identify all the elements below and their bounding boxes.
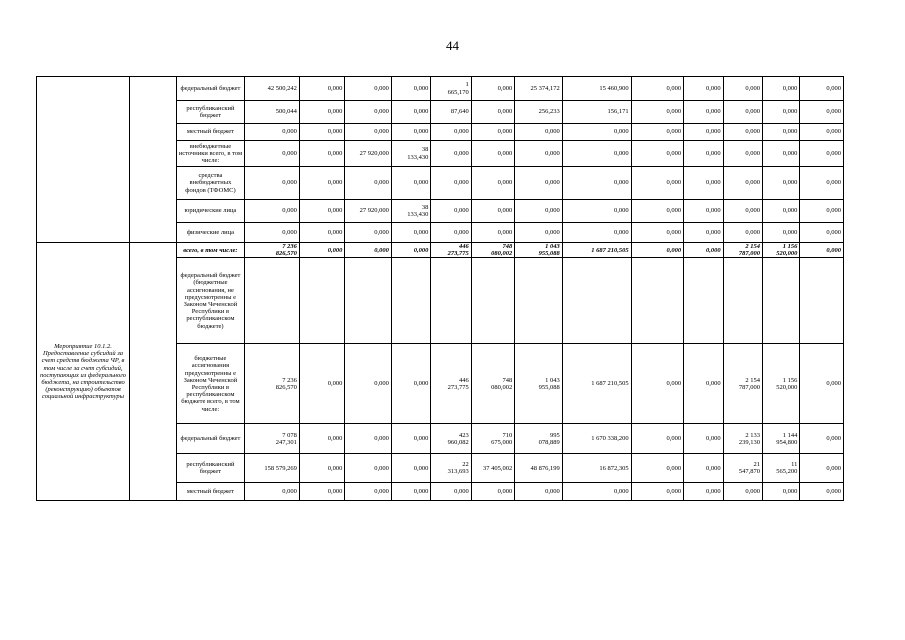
value-cell: 2 154 787,000 bbox=[723, 243, 762, 258]
value-cell: 0,000 bbox=[723, 483, 762, 501]
value-cell: 0,000 bbox=[245, 223, 300, 243]
value-cell: 25 374,172 bbox=[515, 77, 563, 101]
value-cell: 158 579,269 bbox=[245, 454, 300, 483]
value-cell: 87,640 bbox=[431, 101, 471, 124]
value-cell: 1 670 338,200 bbox=[562, 424, 631, 454]
value-cell: 0,000 bbox=[723, 141, 762, 167]
executor-cell bbox=[130, 243, 177, 501]
value-cell: 0,000 bbox=[631, 167, 684, 200]
value-cell: 0,000 bbox=[391, 77, 430, 101]
value-cell: 1 043 955,088 bbox=[515, 344, 563, 424]
section-b bbox=[37, 243, 844, 501]
row-label: федеральный бюджет (бюджетные ассигнования, не предусмотренны е Законом Чеченской Республики в республиканском бюджете) bbox=[176, 258, 245, 344]
value-cell: 0,000 bbox=[471, 167, 514, 200]
value-cell: 0,000 bbox=[299, 223, 345, 243]
value-cell: 0,000 bbox=[631, 223, 684, 243]
value-cell: 0,000 bbox=[800, 483, 844, 501]
value-cell: 0,000 bbox=[562, 124, 631, 141]
value-cell: 0,000 bbox=[723, 77, 762, 101]
value-cell: 0,000 bbox=[684, 141, 723, 167]
value-cell: 0,000 bbox=[800, 101, 844, 124]
value-cell: 0,000 bbox=[345, 454, 392, 483]
value-cell: 37 405,002 bbox=[471, 454, 514, 483]
value-cell: 0,000 bbox=[684, 101, 723, 124]
value-cell: 38 133,430 bbox=[391, 200, 430, 223]
value-cell: 0,000 bbox=[299, 77, 345, 101]
value-cell: 0,000 bbox=[345, 167, 392, 200]
row-label: республиканский бюджет bbox=[176, 454, 245, 483]
value-cell: 0,000 bbox=[800, 124, 844, 141]
value-cell: 0,000 bbox=[471, 124, 514, 141]
value-cell: 0,000 bbox=[723, 124, 762, 141]
value-cell: 0,000 bbox=[515, 223, 563, 243]
value-cell: 0,000 bbox=[391, 243, 430, 258]
value-cell bbox=[562, 258, 631, 344]
value-cell: 0,000 bbox=[800, 141, 844, 167]
value-cell: 0,000 bbox=[763, 124, 800, 141]
value-cell: 22 313,693 bbox=[431, 454, 471, 483]
value-cell: 0,000 bbox=[684, 454, 723, 483]
value-cell: 0,000 bbox=[562, 483, 631, 501]
value-cell: 0,000 bbox=[345, 124, 392, 141]
value-cell: 0,000 bbox=[562, 167, 631, 200]
value-cell: 0,000 bbox=[800, 223, 844, 243]
value-cell: 0,000 bbox=[345, 344, 392, 424]
value-cell bbox=[631, 258, 684, 344]
value-cell: 748 080,002 bbox=[471, 344, 514, 424]
value-cell: 0,000 bbox=[345, 77, 392, 101]
value-cell: 0,000 bbox=[800, 77, 844, 101]
value-cell: 2 133 239,130 bbox=[723, 424, 762, 454]
value-cell: 0,000 bbox=[763, 141, 800, 167]
value-cell: 0,000 bbox=[299, 141, 345, 167]
value-cell: 0,000 bbox=[299, 200, 345, 223]
table-row-total bbox=[37, 243, 844, 258]
value-cell: 0,000 bbox=[631, 483, 684, 501]
executor-cell bbox=[130, 77, 177, 243]
value-cell: 0,000 bbox=[299, 101, 345, 124]
value-cell: 0,000 bbox=[299, 124, 345, 141]
value-cell bbox=[723, 258, 762, 344]
value-cell: 0,000 bbox=[245, 167, 300, 200]
value-cell: 0,000 bbox=[631, 124, 684, 141]
value-cell: 256,233 bbox=[515, 101, 563, 124]
row-label: федеральный бюджет bbox=[176, 77, 245, 101]
value-cell: 0,000 bbox=[299, 424, 345, 454]
value-cell: 446 273,775 bbox=[431, 344, 471, 424]
value-cell: 0,000 bbox=[391, 101, 430, 124]
table-row bbox=[37, 77, 844, 101]
value-cell: 1 144 954,800 bbox=[763, 424, 800, 454]
value-cell: 500,044 bbox=[245, 101, 300, 124]
value-cell: 0,000 bbox=[471, 141, 514, 167]
value-cell: 710 675,000 bbox=[471, 424, 514, 454]
value-cell: 0,000 bbox=[391, 454, 430, 483]
value-cell: 0,000 bbox=[631, 141, 684, 167]
value-cell: 1 687 210,505 bbox=[562, 243, 631, 258]
value-cell: 156,171 bbox=[562, 101, 631, 124]
value-cell: 48 876,199 bbox=[515, 454, 563, 483]
measure-description: Мероприятие 10.1.2. Предоставление субсидий за счет средств бюджета ЧР, в том числе за счет субсидий, поступающих из федерального бюджета, на строительство (реконструкцию) объектов социальной инфраструктуры bbox=[37, 243, 130, 501]
value-cell: 0,000 bbox=[800, 243, 844, 258]
value-cell: 0,000 bbox=[345, 424, 392, 454]
value-cell: 0,000 bbox=[723, 200, 762, 223]
value-cell: 38 133,430 bbox=[391, 141, 430, 167]
value-cell: 0,000 bbox=[684, 223, 723, 243]
value-cell: 0,000 bbox=[471, 77, 514, 101]
value-cell: 0,000 bbox=[684, 243, 723, 258]
row-label: внебюджетные источники всего, в том числе: bbox=[176, 141, 245, 167]
row-label: средства внебюджетных фондов (ТФОМС) bbox=[176, 167, 245, 200]
value-cell: 0,000 bbox=[631, 101, 684, 124]
value-cell: 0,000 bbox=[763, 101, 800, 124]
value-cell: 0,000 bbox=[245, 200, 300, 223]
value-cell: 0,000 bbox=[763, 223, 800, 243]
value-cell: 0,000 bbox=[391, 424, 430, 454]
value-cell: 0,000 bbox=[431, 223, 471, 243]
value-cell: 42 500,242 bbox=[245, 77, 300, 101]
value-cell: 0,000 bbox=[471, 223, 514, 243]
value-cell: 0,000 bbox=[471, 483, 514, 501]
value-cell: 0,000 bbox=[631, 344, 684, 424]
value-cell: 0,000 bbox=[515, 124, 563, 141]
value-cell: 0,000 bbox=[299, 483, 345, 501]
row-label: местный бюджет bbox=[176, 124, 245, 141]
value-cell: 0,000 bbox=[800, 200, 844, 223]
value-cell: 0,000 bbox=[631, 77, 684, 101]
value-cell bbox=[471, 258, 514, 344]
value-cell: 0,000 bbox=[345, 243, 392, 258]
value-cell: 0,000 bbox=[763, 200, 800, 223]
value-cell: 0,000 bbox=[562, 223, 631, 243]
value-cell: 0,000 bbox=[684, 483, 723, 501]
value-cell: 0,000 bbox=[515, 141, 563, 167]
value-cell bbox=[245, 258, 300, 344]
value-cell: 0,000 bbox=[631, 424, 684, 454]
value-cell: 0,000 bbox=[800, 344, 844, 424]
value-cell bbox=[800, 258, 844, 344]
value-cell: 0,000 bbox=[684, 344, 723, 424]
value-cell: 0,000 bbox=[299, 344, 345, 424]
value-cell bbox=[431, 258, 471, 344]
value-cell: 0,000 bbox=[245, 141, 300, 167]
row-label: юридические лица bbox=[176, 200, 245, 223]
value-cell bbox=[515, 258, 563, 344]
value-cell: 0,000 bbox=[763, 483, 800, 501]
value-cell: 0,000 bbox=[345, 483, 392, 501]
value-cell: 0,000 bbox=[684, 200, 723, 223]
budget-table bbox=[36, 76, 844, 501]
section-a bbox=[37, 77, 844, 243]
value-cell: 0,000 bbox=[684, 124, 723, 141]
row-label: местный бюджет bbox=[176, 483, 245, 501]
value-cell: 0,000 bbox=[800, 454, 844, 483]
value-cell: 0,000 bbox=[515, 200, 563, 223]
value-cell: 0,000 bbox=[431, 200, 471, 223]
value-cell: 0,000 bbox=[391, 223, 430, 243]
value-cell: 0,000 bbox=[763, 167, 800, 200]
value-cell: 0,000 bbox=[763, 77, 800, 101]
value-cell: 27 920,000 bbox=[345, 200, 392, 223]
value-cell: 0,000 bbox=[245, 483, 300, 501]
value-cell bbox=[391, 258, 430, 344]
value-cell: 0,000 bbox=[684, 77, 723, 101]
value-cell: 0,000 bbox=[345, 101, 392, 124]
value-cell: 0,000 bbox=[684, 167, 723, 200]
value-cell: 7 236 826,570 bbox=[245, 243, 300, 258]
value-cell: 21 547,870 bbox=[723, 454, 762, 483]
value-cell: 1 687 210,505 bbox=[562, 344, 631, 424]
value-cell: 0,000 bbox=[431, 483, 471, 501]
value-cell: 0,000 bbox=[299, 243, 345, 258]
value-cell: 0,000 bbox=[471, 101, 514, 124]
value-cell bbox=[299, 258, 345, 344]
value-cell: 0,000 bbox=[515, 483, 563, 501]
value-cell: 7 078 247,301 bbox=[245, 424, 300, 454]
row-label: республиканский бюджет bbox=[176, 101, 245, 124]
value-cell: 446 273,775 bbox=[431, 243, 471, 258]
value-cell: 15 460,900 bbox=[562, 77, 631, 101]
value-cell: 423 960,082 bbox=[431, 424, 471, 454]
value-cell: 0,000 bbox=[391, 483, 430, 501]
value-cell: 0,000 bbox=[345, 223, 392, 243]
value-cell: 0,000 bbox=[631, 200, 684, 223]
value-cell: 0,000 bbox=[391, 167, 430, 200]
value-cell: 11 565,200 bbox=[763, 454, 800, 483]
value-cell: 0,000 bbox=[631, 454, 684, 483]
value-cell: 0,000 bbox=[515, 167, 563, 200]
value-cell bbox=[345, 258, 392, 344]
value-cell: 27 920,000 bbox=[345, 141, 392, 167]
value-cell: 2 154 787,000 bbox=[723, 344, 762, 424]
value-cell: 748 080,002 bbox=[471, 243, 514, 258]
value-cell: 0,000 bbox=[391, 344, 430, 424]
row-label: федеральный бюджет bbox=[176, 424, 245, 454]
value-cell: 0,000 bbox=[562, 200, 631, 223]
value-cell bbox=[684, 258, 723, 344]
value-cell: 0,000 bbox=[800, 167, 844, 200]
value-cell: 1 156 520,000 bbox=[763, 344, 800, 424]
measure-cell bbox=[37, 77, 130, 243]
row-label: физические лица bbox=[176, 223, 245, 243]
value-cell: 995 078,889 bbox=[515, 424, 563, 454]
value-cell: 0,000 bbox=[631, 243, 684, 258]
row-label: всего, в том числе: bbox=[176, 243, 245, 258]
page-number: 44 bbox=[446, 38, 459, 53]
value-cell: 0,000 bbox=[391, 124, 430, 141]
value-cell: 0,000 bbox=[299, 454, 345, 483]
value-cell: 1 156 520,000 bbox=[763, 243, 800, 258]
value-cell: 0,000 bbox=[299, 167, 345, 200]
value-cell bbox=[763, 258, 800, 344]
value-cell: 1 043 955,088 bbox=[515, 243, 563, 258]
value-cell: 0,000 bbox=[431, 141, 471, 167]
value-cell: 1 665,170 bbox=[431, 77, 471, 101]
value-cell: 0,000 bbox=[431, 167, 471, 200]
value-cell: 16 872,305 bbox=[562, 454, 631, 483]
value-cell: 0,000 bbox=[684, 424, 723, 454]
value-cell: 0,000 bbox=[471, 200, 514, 223]
row-label: бюджетные ассигнования предусмотренны е Законом Чеченской Республики в республиканском бюджете всего, в том числе: bbox=[176, 344, 245, 424]
value-cell: 0,000 bbox=[723, 167, 762, 200]
value-cell: 0,000 bbox=[562, 141, 631, 167]
value-cell: 0,000 bbox=[431, 124, 471, 141]
value-cell: 7 236 826,570 bbox=[245, 344, 300, 424]
value-cell: 0,000 bbox=[245, 124, 300, 141]
value-cell: 0,000 bbox=[800, 424, 844, 454]
value-cell: 0,000 bbox=[723, 223, 762, 243]
value-cell: 0,000 bbox=[723, 101, 762, 124]
